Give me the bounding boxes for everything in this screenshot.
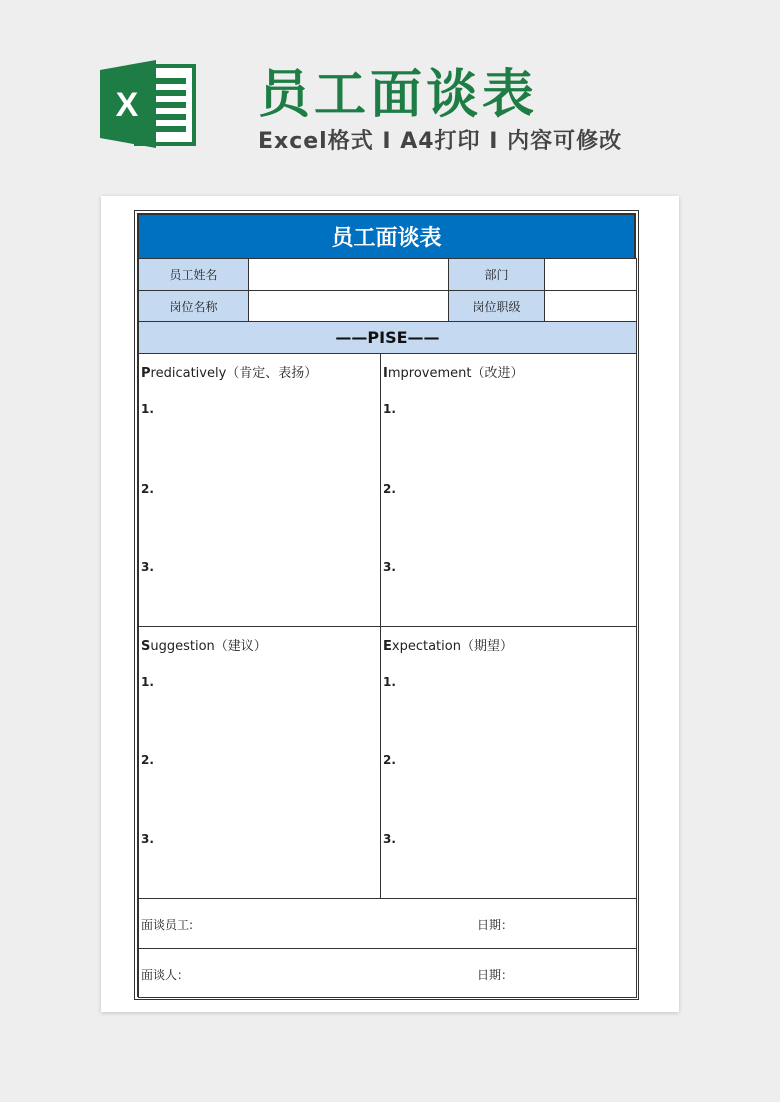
list-item: 2. [383,482,396,496]
page-title: 员工面谈表 [258,65,539,125]
employee-date-label: 日期： [477,918,514,932]
department-field[interactable] [544,258,637,291]
suggestion-section[interactable] [138,626,381,899]
document-page [101,196,679,1012]
predicatively-section[interactable] [138,353,381,627]
interviewer-date-label: 日期： [477,968,514,982]
list-item: 2. [383,753,396,767]
employee-signature-row[interactable] [138,898,637,949]
pise-header: ——PISE—— [138,321,637,354]
interview-form [134,210,639,1000]
position-level-label: 岗位职级 [448,290,545,322]
excel-logo-letter: X [115,86,139,124]
expectation-section[interactable] [380,626,637,899]
list-item: 2. [141,482,154,496]
header [0,0,780,190]
employee-name-field[interactable] [248,258,449,291]
list-item: 3. [141,560,154,574]
interviewer-signature-row[interactable] [138,948,637,998]
employee-name-label: 员工姓名 [138,258,249,291]
list-item: 1. [383,675,396,689]
predicatively-title: Predicatively（肯定、表扬） [141,366,318,381]
employee-signature-label: 面谈员工: [141,918,194,932]
position-name-label: 岗位名称 [138,290,249,322]
form-title: 员工面谈表 [138,214,635,259]
list-item: 3. [383,832,396,846]
form-grid [137,213,636,997]
department-label: 部门 [448,258,545,291]
list-item: 1. [141,675,154,689]
list-item: 1. [383,402,396,416]
position-level-field[interactable] [544,290,637,322]
improvement-title: Improvement（改进） [383,366,524,381]
list-item: 2. [141,753,154,767]
interviewer-signature-label: 面谈人： [141,968,190,982]
page-subtitle: Excel格式 I A4打印 I 内容可修改 [258,129,623,154]
list-item: 3. [383,560,396,574]
position-name-field[interactable] [248,290,449,322]
list-item: 1. [141,402,154,416]
suggestion-title: Suggestion（建议） [141,639,267,654]
expectation-title: Expectation（期望） [383,639,513,654]
excel-icon [100,58,198,150]
list-item: 3. [141,832,154,846]
improvement-section[interactable] [380,353,637,627]
